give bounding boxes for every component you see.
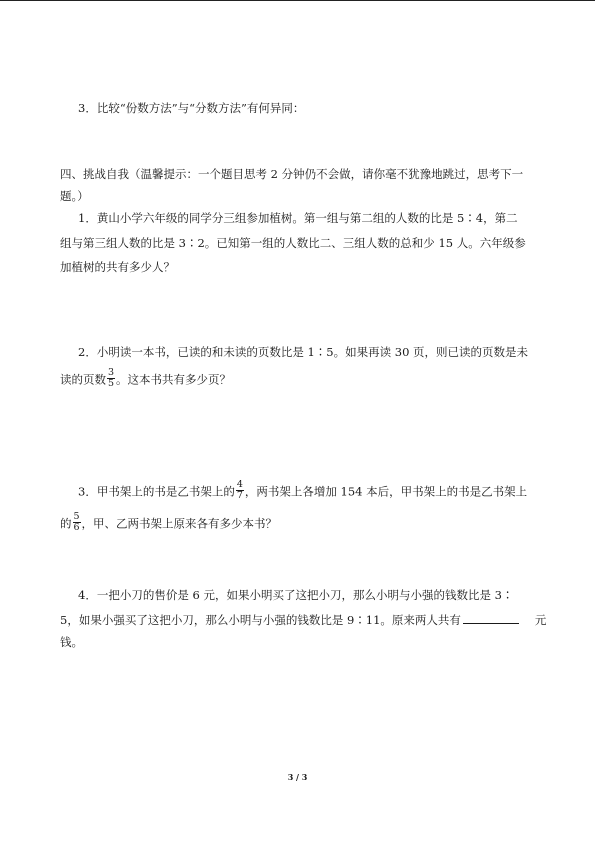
fraction-three-fifths [107, 368, 115, 389]
fraction-five-sixths [73, 512, 81, 533]
fraction-numerator: 3 [108, 367, 115, 378]
problem-3-text-d: ，甲、乙两书架上原来各有多少本书？ [81, 516, 278, 531]
fraction-four-sevenths [236, 480, 244, 501]
fraction-denominator: 6 [73, 522, 80, 533]
fraction-numerator: 4 [236, 479, 243, 490]
page-number: 3 / 3 [287, 772, 308, 782]
problem-4-text-b: 元 [534, 613, 547, 627]
problem-2-text-b: 。这本书共有多少页？ [116, 372, 232, 387]
problem-3-text-b: ，两书架上各增加 154 本后，甲书架上的书是乙书架上 [244, 484, 528, 499]
problem-1-line-1: 1．黄山小学六年级的同学分三组参加植树。第一组与第二组的人数的比是 5∶4，第二 [78, 211, 518, 225]
problem-3-text-a: 3．甲书架上的书是乙书架上的 [78, 484, 235, 499]
problem-4-text-a: 5，如果小强买了这把小刀，那么小明与小强的钱数比是 9∶11。原来两人共有 [60, 613, 461, 627]
section-4-heading-line-1: 四、挑战自我（温馨提示：一个题目思考 2 分钟仍不会做，请你毫不犹豫地跳过，思考下一 [60, 167, 524, 181]
problem-2-line-2 [60, 367, 232, 391]
problem-3-line-2 [60, 511, 278, 535]
question-3-compare: 3．比较“份数方法”与“分数方法”有何异同： [78, 101, 305, 115]
problem-4-line-2 [60, 611, 546, 628]
problem-3-text-c: 的 [60, 516, 72, 531]
problem-4-line-3: 钱。 [60, 635, 83, 649]
problem-3-line-1 [78, 479, 528, 503]
problem-4-line-1: 4．一把小刀的售价是 6 元，如果小明买了这把小刀，那么小明与小强的钱数比是 3∶ [78, 588, 514, 602]
problem-2-line-1: 2．小明读一本书，已读的和未读的页数比是 1∶5。如果再读 30 页，则已读的页数是未 [78, 345, 529, 359]
fraction-denominator: 5 [108, 378, 115, 389]
top-border-line [0, 0, 595, 1]
problem-2-text-a: 读的页数 [60, 372, 106, 387]
section-4-heading-line-2: 题。） [60, 189, 89, 203]
problem-1-line-3: 加植树的共有多少人？ [60, 260, 175, 274]
problem-1-line-2: 组与第三组人数的比是 3∶2。已知第一组的人数比二、三组人数的总和少 15 人。六年级参 [60, 236, 526, 250]
answer-blank[interactable] [463, 611, 519, 624]
fraction-denominator: 7 [236, 490, 243, 501]
fraction-numerator: 5 [73, 511, 80, 522]
